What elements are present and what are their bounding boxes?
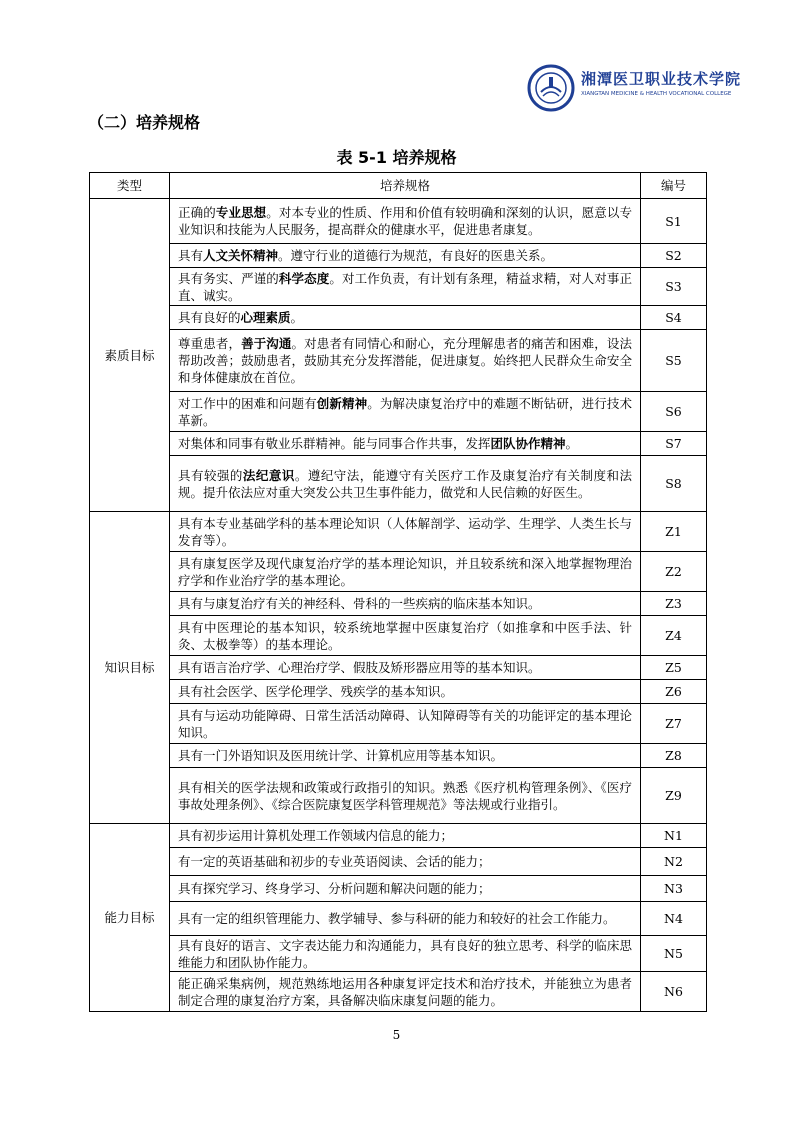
table-row <box>90 876 707 902</box>
table-row <box>90 552 707 592</box>
header-spec: 培养规格 <box>170 173 641 199</box>
code-cell: Z9 <box>641 768 707 824</box>
spec-text-tail: 。 <box>565 436 579 451</box>
spec-text: 具有中医理论的基本知识，较系统地掌握中医康复治疗（如推拿和中医手法、针灸、太极拳等）的基本理论。 <box>178 619 632 652</box>
spec-keyword: 法纪意识 <box>242 467 295 483</box>
spec-cell <box>170 972 641 1012</box>
spec-cell <box>170 704 641 744</box>
header-category: 类型 <box>90 173 170 199</box>
spec-cell <box>170 306 641 330</box>
college-logo <box>527 64 742 112</box>
category-cell: 素质目标 <box>90 199 170 512</box>
training-spec-table <box>89 172 707 1012</box>
code-cell: S6 <box>641 392 707 432</box>
spec-text: 正确的 <box>178 205 216 220</box>
code-cell: S4 <box>641 306 707 330</box>
spec-cell <box>170 456 641 512</box>
code-cell: Z2 <box>641 552 707 592</box>
spec-cell <box>170 199 641 244</box>
spec-text: 具有较强的 <box>178 467 243 483</box>
page-number: 5 <box>392 1028 401 1042</box>
table-row <box>90 744 707 768</box>
spec-text-tail: 。对工作负责，有计划有条理，精益求精，对人对事正直、诚实。 <box>178 270 632 303</box>
spec-cell <box>170 680 641 704</box>
spec-text: 具有一定的组织管理能力、教学辅导、参与科研的能力和较好的社会工作能力。 <box>178 911 616 926</box>
spec-text: 具有与运动功能障碍、日常生活活动障碍、认知障碍等有关的功能评定的基本理论知识。 <box>178 707 632 740</box>
table-row <box>90 330 707 392</box>
spec-cell <box>170 876 641 902</box>
code-cell: N3 <box>641 876 707 902</box>
table-row <box>90 456 707 512</box>
header-code: 编号 <box>641 173 707 199</box>
code-cell: Z7 <box>641 704 707 744</box>
spec-text-tail: 。 <box>290 310 304 325</box>
spec-text: 具有 <box>178 248 204 263</box>
table-row <box>90 199 707 244</box>
spec-text: 具有一门外语知识及医用统计学、计算机应用等基本知识。 <box>178 748 504 763</box>
spec-cell <box>170 616 641 656</box>
table-row <box>90 306 707 330</box>
spec-keyword: 团队协作精神 <box>490 436 566 451</box>
code-cell: N6 <box>641 972 707 1012</box>
spec-text: 具有良好的语言、文字表达能力和沟通能力，具有良好的独立思考、科学的临床思维能力和团队协作能力。 <box>178 937 632 970</box>
code-cell: S2 <box>641 244 707 268</box>
table-row <box>90 768 707 824</box>
table-caption: 表 5-1 培养规格 <box>336 148 457 167</box>
spec-cell <box>170 824 641 848</box>
table-row <box>90 512 707 552</box>
table-row <box>90 244 707 268</box>
spec-text: 具有务实、严谨的 <box>178 270 279 286</box>
spec-cell <box>170 744 641 768</box>
spec-cell <box>170 936 641 972</box>
spec-text: 具有相关的医学法规和政策或行政指引的知识。熟悉《医疗机构管理条例》、《医疗事故处理条例》、《综合医院康复医学科管理规范》等法规或行业指引。 <box>178 779 632 812</box>
code-cell: N1 <box>641 824 707 848</box>
table-row <box>90 592 707 616</box>
spec-text: 具有探究学习、终身学习、分析问题和解决问题的能力； <box>178 881 491 896</box>
spec-text: 具有康复医学及现代康复治疗学的基本理论知识，并且较系统和深入地掌握物理治疗学和作业治疗学的基本理论。 <box>178 555 632 588</box>
spec-text-tail: 。对患者有同情心和耐心，充分理解患者的痛苦和困难，设法帮助改善；鼓励患者，鼓励其充分发挥潜能，促进康复。始终把人民群众生命安全和身体健康放在首位。 <box>178 336 632 385</box>
table-row <box>90 704 707 744</box>
category-cell: 能力目标 <box>90 824 170 1012</box>
table-row <box>90 432 707 456</box>
code-cell: S7 <box>641 432 707 456</box>
table-row <box>90 392 707 432</box>
spec-cell <box>170 902 641 936</box>
spec-cell <box>170 330 641 392</box>
code-cell: N2 <box>641 848 707 876</box>
spec-cell <box>170 268 641 306</box>
spec-cell <box>170 432 641 456</box>
spec-text: 有一定的英语基础和初步的专业英语阅读、会话的能力； <box>178 854 491 869</box>
spec-cell <box>170 768 641 824</box>
code-cell: S1 <box>641 199 707 244</box>
spec-cell <box>170 244 641 268</box>
table-row <box>90 972 707 1012</box>
spec-text: 对集体和同事有敬业乐群精神。能与同事合作共事，发挥 <box>178 436 491 451</box>
spec-text-tail: 。为解决康复治疗中的难题不断钻研，进行技术革新。 <box>178 395 632 428</box>
spec-cell <box>170 848 641 876</box>
section-title: （二）培养规格 <box>88 113 201 132</box>
table-header-row <box>90 173 707 199</box>
code-cell: Z4 <box>641 616 707 656</box>
spec-text-tail: 。对本专业的性质、作用和价值有较明确和深刻的认识，愿意以专业知识和技能为人民服务，提高群众的健康水平，促进患者康复。 <box>178 205 632 237</box>
spec-text: 能正确采集病例，规范熟练地运用各种康复评定技术和治疗技术，并能独立为患者制定合理的康复治疗方案，具备解决临床康复问题的能力。 <box>178 975 632 1008</box>
table-row <box>90 656 707 680</box>
code-cell: Z3 <box>641 592 707 616</box>
spec-text: 具有与康复治疗有关的神经科、骨科的一些疾病的临床基本知识。 <box>178 596 541 611</box>
table-row <box>90 848 707 876</box>
spec-keyword: 科学态度 <box>278 270 330 286</box>
code-cell: S3 <box>641 268 707 306</box>
spec-keyword: 创新精神 <box>316 395 368 411</box>
spec-text: 对工作中的困难和问题有 <box>178 395 317 411</box>
college-emblem-icon <box>527 64 575 112</box>
spec-text-tail: 。遵守行业的道德行为规范，有良好的医患关系。 <box>278 248 554 263</box>
spec-keyword: 人文关怀精神 <box>203 248 279 263</box>
logo-subtitle: XIANGTAN MEDICINE & HEALTH VOCATIONAL COLLEGE <box>581 91 732 97</box>
spec-text: 具有良好的 <box>178 310 241 325</box>
spec-cell <box>170 592 641 616</box>
table-row <box>90 680 707 704</box>
spec-text: 具有初步运用计算机处理工作领域内信息的能力； <box>178 828 454 843</box>
code-cell: S5 <box>641 330 707 392</box>
code-cell: Z8 <box>641 744 707 768</box>
spec-cell <box>170 512 641 552</box>
spec-text: 尊重患者， <box>178 336 242 351</box>
spec-cell <box>170 656 641 680</box>
category-cell: 知识目标 <box>90 512 170 824</box>
spec-cell <box>170 552 641 592</box>
spec-keyword: 心理素质 <box>240 310 291 325</box>
logo-text: 湘潭医卫职业技术学院 <box>581 70 742 88</box>
spec-text: 具有本专业基础学科的基本理论知识（人体解剖学、运动学、生理学、人类生长与发育等）。 <box>178 515 632 548</box>
table-row <box>90 616 707 656</box>
table-row <box>90 268 707 306</box>
spec-text-tail: 。遵纪守法，能遵守有关医疗工作及康复治疗有关制度和法规。提升依法应对重大突发公共卫生事件能力，做党和人民信赖的好医生。 <box>178 467 632 500</box>
code-cell: S8 <box>641 456 707 512</box>
code-cell: Z6 <box>641 680 707 704</box>
code-cell: Z1 <box>641 512 707 552</box>
spec-text: 具有语言治疗学、心理治疗学、假肢及矫形器应用等的基本知识。 <box>178 660 541 675</box>
table-row <box>90 902 707 936</box>
code-cell: N5 <box>641 936 707 972</box>
code-cell: Z5 <box>641 656 707 680</box>
code-cell: N4 <box>641 902 707 936</box>
table-row <box>90 936 707 972</box>
spec-keyword: 善于沟通 <box>241 336 292 351</box>
table-body <box>90 199 707 1012</box>
spec-cell <box>170 392 641 432</box>
table-row <box>90 824 707 848</box>
spec-text: 具有社会医学、医学伦理学、残疾学的基本知识。 <box>178 684 454 699</box>
spec-keyword: 专业思想 <box>215 205 267 220</box>
